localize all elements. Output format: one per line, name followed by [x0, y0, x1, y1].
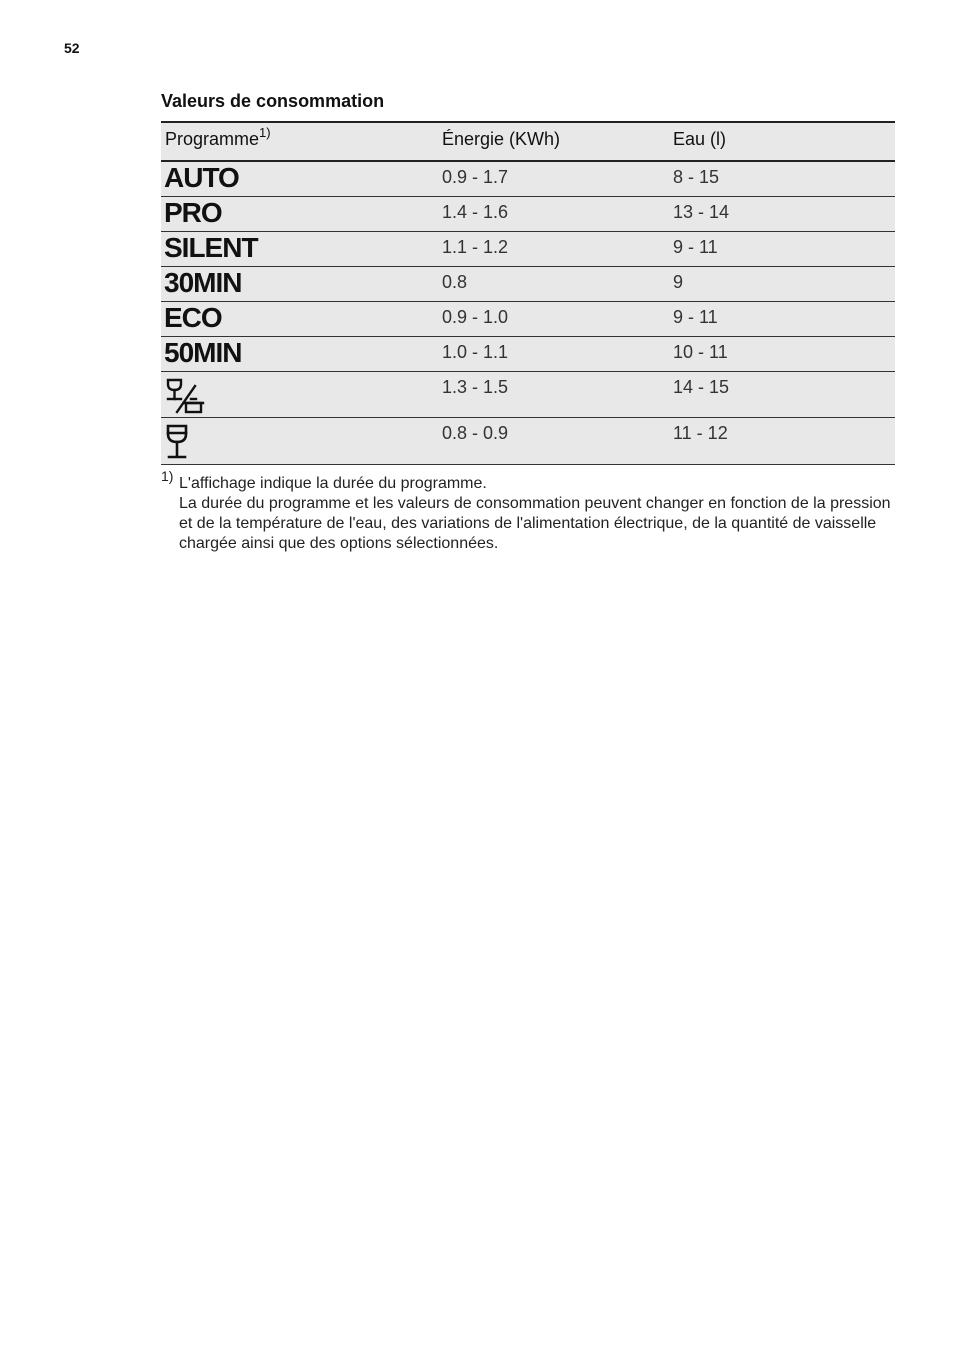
footnote-line-2: La durée du programme et les valeurs de consommation peuvent changer en fonction de la pression et de la température de l'eau, des variations de l'alimentation électrique, de la quantité de vaisselle chargée ainsi que des options sélectionnées. [179, 495, 891, 552]
consumption-table [161, 121, 895, 465]
header-programme [165, 125, 271, 150]
footnote-ref: 1) [259, 125, 271, 140]
footnote-mark: 1) [161, 468, 174, 484]
programme-name: AUTO [164, 162, 239, 193]
energy-value: 0.9 - 1.0 [442, 307, 509, 327]
programme-name: ECO [164, 302, 222, 333]
energy-value: 1.4 - 1.6 [442, 202, 509, 222]
table-row [161, 337, 895, 372]
footnote [161, 468, 901, 554]
water-value: 8 - 15 [673, 167, 720, 187]
energy-value: 0.9 - 1.7 [442, 167, 509, 187]
footnote-body [179, 468, 901, 554]
energy-value: 1.0 - 1.1 [442, 342, 509, 362]
header-programme-label: Programme [165, 129, 260, 149]
table-row [161, 232, 895, 267]
water-value: 14 - 15 [673, 377, 730, 397]
section-title: Valeurs de consommation [161, 91, 385, 111]
header-eau: Eau (l) [673, 129, 727, 149]
table-row [161, 197, 895, 232]
programme-name: 50MIN [164, 337, 242, 368]
table-row [161, 418, 895, 465]
programme-name: 30MIN [164, 267, 242, 298]
water-value: 10 - 11 [673, 342, 728, 362]
water-value: 9 - 11 [673, 307, 718, 327]
programme-name: PRO [164, 197, 222, 228]
table-header-row [161, 123, 895, 162]
table-row [161, 302, 895, 337]
water-value: 13 - 14 [673, 202, 730, 222]
water-value: 11 - 12 [673, 423, 728, 443]
energy-value: 0.8 [442, 272, 468, 292]
energy-value: 0.8 - 0.9 [442, 423, 509, 443]
glass-and-pot-icon [164, 374, 208, 419]
programme-name: SILENT [164, 232, 258, 263]
table-row [161, 372, 895, 418]
energy-value: 1.1 - 1.2 [442, 237, 509, 257]
table-row [161, 162, 895, 197]
energy-value: 1.3 - 1.5 [442, 377, 509, 397]
table-row [161, 267, 895, 302]
glass-icon [164, 420, 194, 467]
water-value: 9 - 11 [673, 237, 718, 257]
header-energie: Énergie (KWh) [442, 129, 561, 149]
page-number: 52 [64, 40, 80, 56]
footnote-line-1: L'affichage indique la durée du programme. [179, 475, 487, 492]
water-value: 9 [673, 272, 684, 292]
